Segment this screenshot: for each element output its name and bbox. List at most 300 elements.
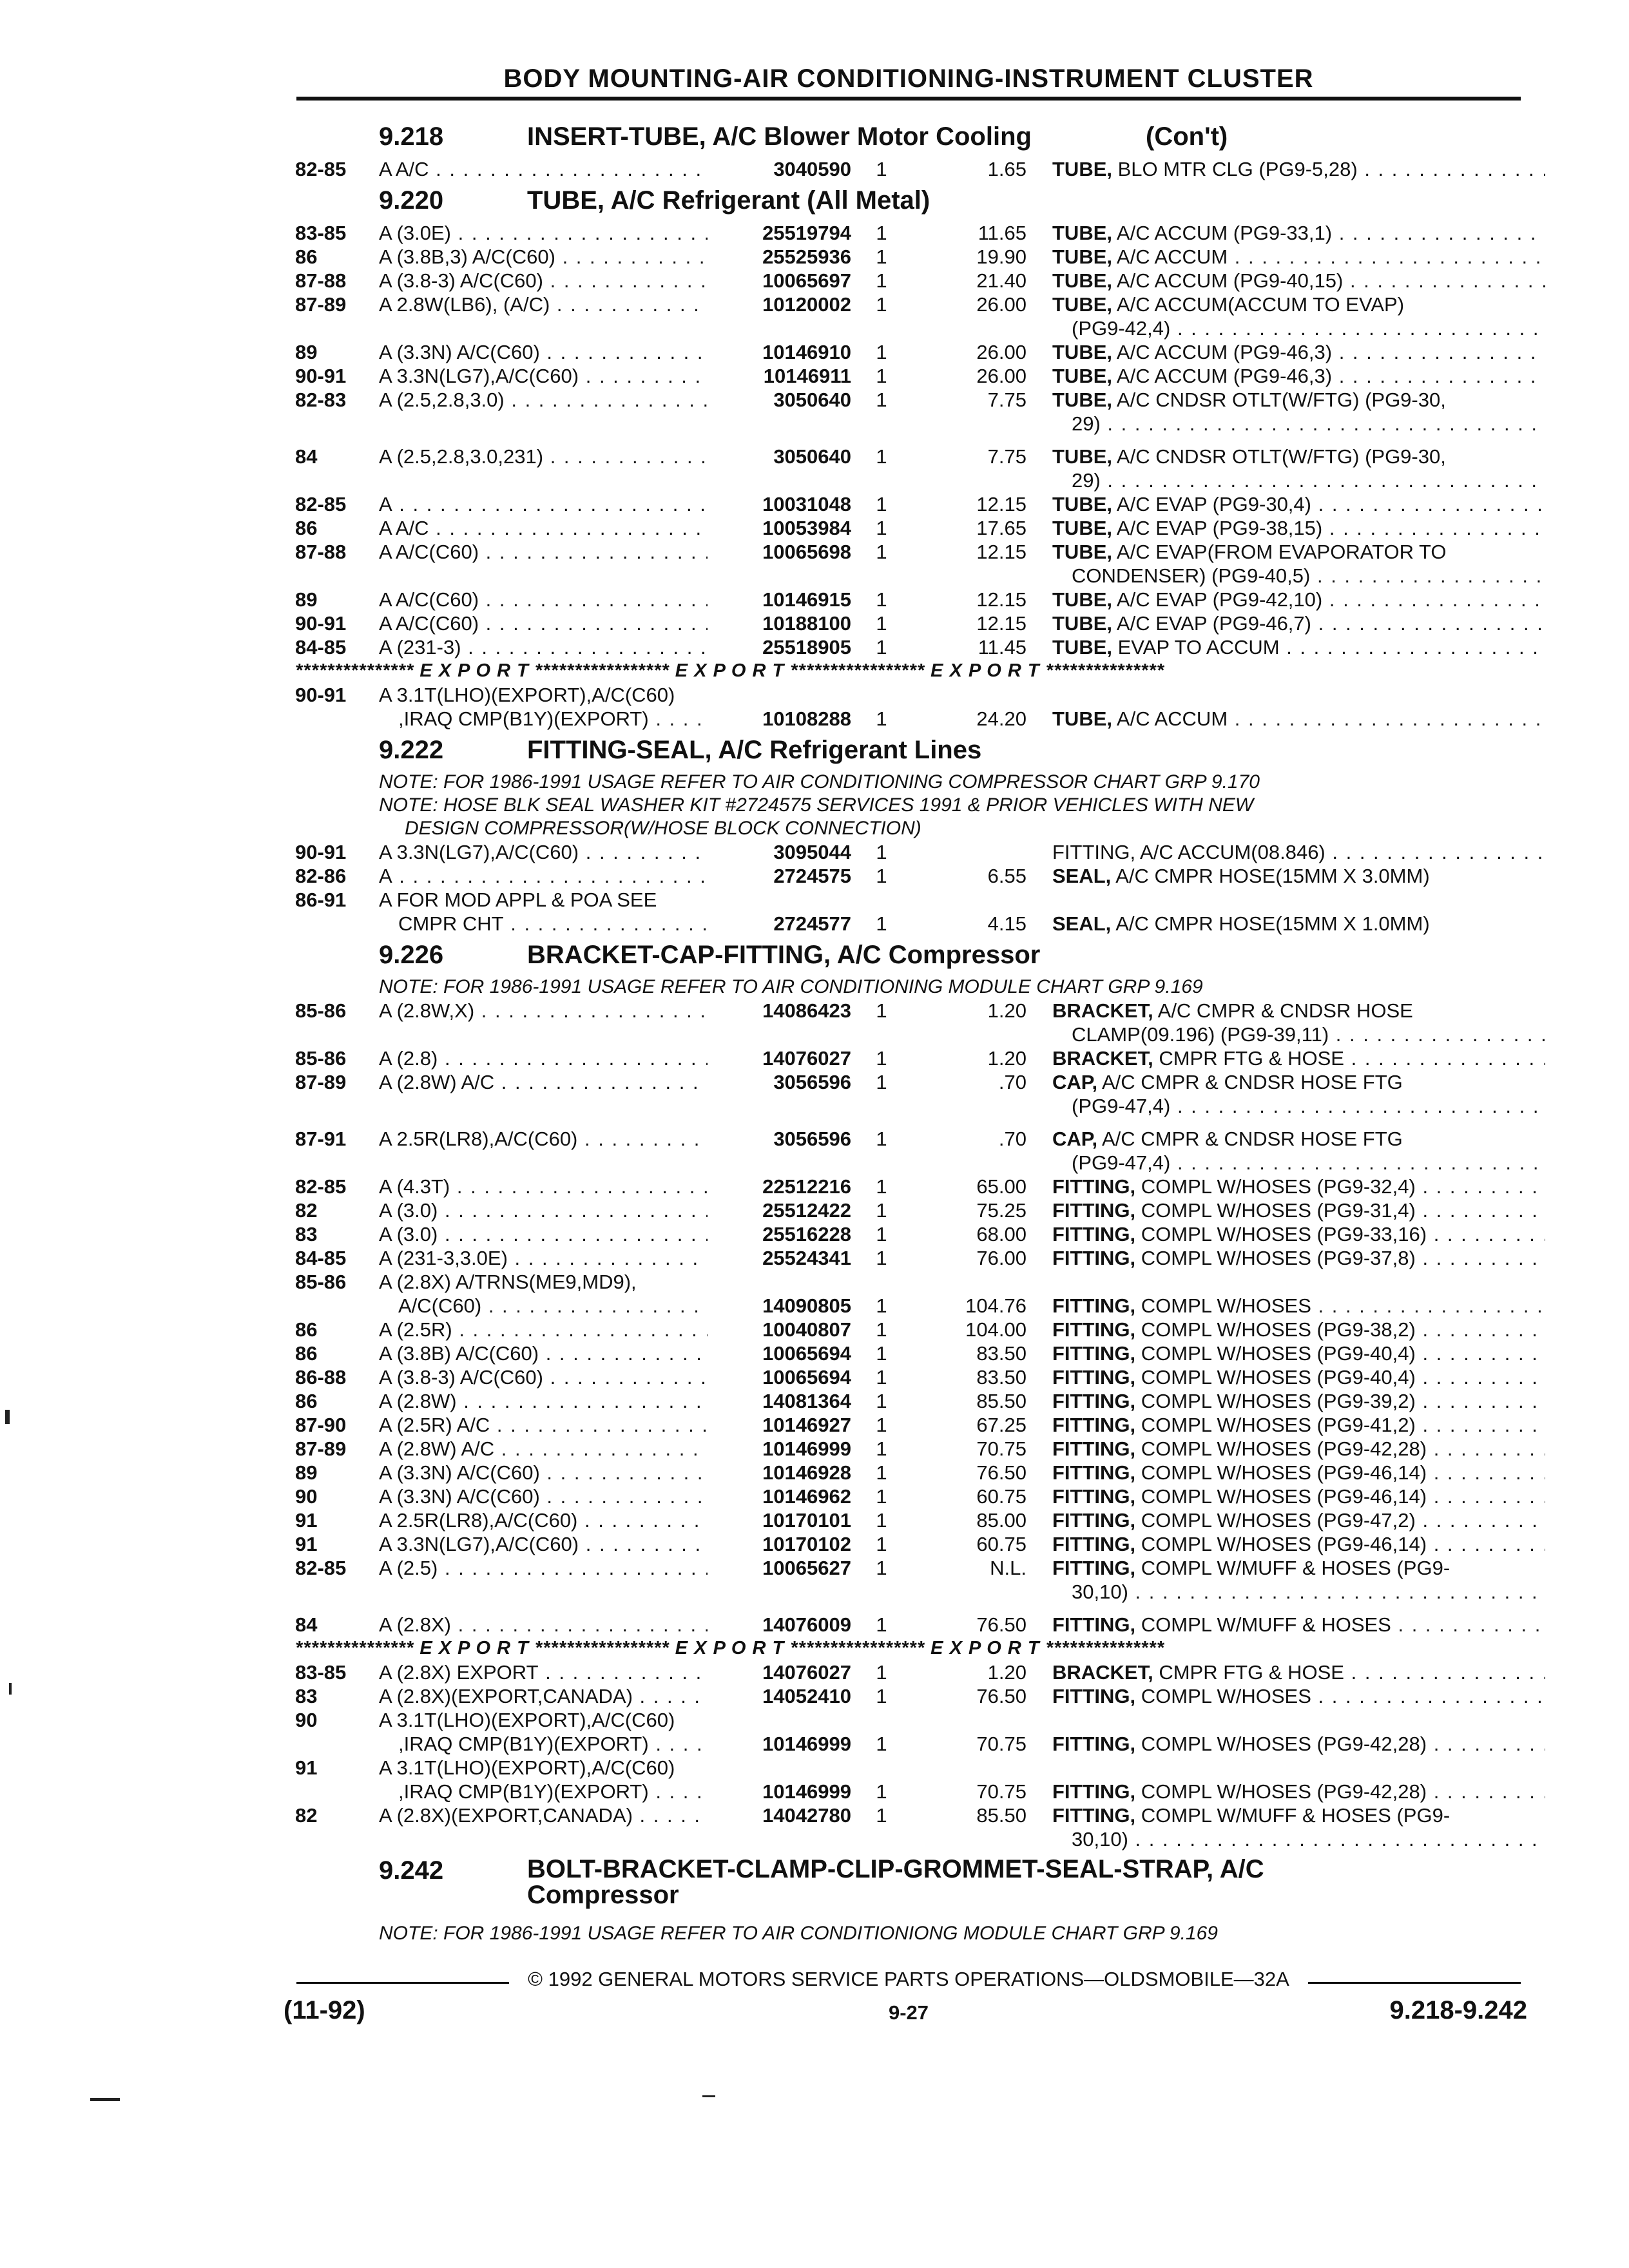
model-years: 82-85 bbox=[295, 158, 347, 180]
part-row-continuation bbox=[295, 468, 1552, 492]
model-years: 86-91 bbox=[295, 889, 347, 911]
list-price: 12.15 bbox=[976, 493, 1027, 515]
part-row bbox=[295, 588, 1552, 611]
part-number: 14086423 bbox=[708, 999, 851, 1023]
model-years: 91 bbox=[295, 1756, 318, 1779]
part-row bbox=[295, 1437, 1552, 1461]
part-name-detail: EVAP TO ACCUM bbox=[1112, 636, 1280, 658]
part-name-noun: TUBE, bbox=[1052, 269, 1112, 292]
part-name-noun: FITTING, bbox=[1052, 1294, 1136, 1317]
model-years: 87-90 bbox=[295, 1414, 347, 1436]
part-row bbox=[295, 1613, 1552, 1637]
model-years: 84 bbox=[295, 445, 318, 468]
list-price: 26.00 bbox=[976, 341, 1027, 363]
list-price: 1.20 bbox=[987, 999, 1027, 1022]
part-name bbox=[1052, 1684, 1545, 1708]
part-row bbox=[295, 1660, 1552, 1684]
part-name bbox=[1052, 1660, 1545, 1684]
footer-rule-left bbox=[296, 1982, 509, 1984]
part-number: 10053984 bbox=[708, 516, 851, 540]
part-number: 10146999 bbox=[708, 1437, 851, 1461]
model-years: 90 bbox=[295, 1485, 318, 1508]
part-number: 10065627 bbox=[708, 1556, 851, 1580]
row-spacer bbox=[295, 436, 1552, 445]
quantity: 1 bbox=[876, 707, 887, 730]
section-number: 9.218 bbox=[379, 122, 444, 151]
part-number: 2724577 bbox=[708, 912, 851, 936]
part-name-detail: COMPL W/HOSES (PG9-32,4) bbox=[1135, 1175, 1416, 1198]
part-row bbox=[295, 1461, 1552, 1485]
part-row bbox=[295, 340, 1552, 364]
part-name-detail: COMPL W/HOSES (PG9-31,4) bbox=[1135, 1199, 1416, 1222]
part-name bbox=[1052, 221, 1545, 245]
quantity: 1 bbox=[876, 245, 887, 268]
quantity: 1 bbox=[876, 999, 887, 1022]
application-description: A (2.5,2.8,3.0) . . . bbox=[379, 388, 717, 412]
part-name-detail: A/C ACCUM (PG9-33,1) bbox=[1112, 222, 1333, 244]
part-name bbox=[1052, 364, 1545, 388]
part-number: 14076027 bbox=[708, 1660, 851, 1684]
part-name bbox=[1052, 999, 1545, 1023]
application-description: A 2.5R(LR8),A/C(C60) . . . bbox=[379, 1508, 717, 1532]
model-years: 82-86 bbox=[295, 865, 347, 887]
application-description: A (2.8X) A/TRNS(ME9,MD9), bbox=[379, 1271, 637, 1293]
quantity: 1 bbox=[876, 1223, 887, 1245]
list-price: 76.50 bbox=[976, 1461, 1027, 1484]
model-years: 90-91 bbox=[295, 684, 347, 706]
quantity: 1 bbox=[876, 1128, 887, 1150]
list-price: 104.76 bbox=[965, 1294, 1027, 1317]
application-description: A (2.8X) . . . bbox=[379, 1613, 717, 1637]
part-name-detail: A/C CMPR & CNDSR HOSE bbox=[1153, 999, 1413, 1022]
part-number: 25518905 bbox=[708, 635, 851, 659]
application-description: A (2.8W) A/C . . . bbox=[379, 1070, 717, 1094]
part-name-detail: A/C ACCUM (PG9-46,3) bbox=[1112, 341, 1333, 363]
application-description: A 3.3N(LG7),A/C(C60) . . . bbox=[379, 840, 717, 864]
part-name bbox=[1052, 1780, 1545, 1803]
application-description: A FOR MOD APPL & POA SEE bbox=[379, 889, 657, 911]
part-name bbox=[1052, 840, 1545, 864]
part-number: 3056596 bbox=[708, 1070, 851, 1094]
part-name-noun: CAP, bbox=[1052, 1128, 1098, 1150]
list-price: 11.65 bbox=[978, 222, 1027, 244]
model-years: 85-86 bbox=[295, 1271, 347, 1293]
part-number: 10170102 bbox=[708, 1532, 851, 1556]
part-number: 10146999 bbox=[708, 1732, 851, 1756]
list-price: 85.50 bbox=[976, 1390, 1027, 1412]
application-description: A A/C . . . bbox=[379, 157, 717, 181]
application-description: A 3.3N(LG7),A/C(C60) . . . bbox=[379, 364, 717, 388]
part-row bbox=[295, 1222, 1552, 1246]
application-description: A (2.5R) A/C . . . bbox=[379, 1413, 717, 1437]
list-price: N.L. bbox=[990, 1557, 1027, 1579]
part-row bbox=[295, 840, 1552, 864]
part-row bbox=[295, 1708, 1552, 1732]
quantity: 1 bbox=[876, 1175, 887, 1198]
part-number: 25516228 bbox=[708, 1222, 851, 1246]
part-row-continuation bbox=[295, 1827, 1552, 1851]
part-name-detail: COMPL W/HOSES (PG9-46,14) bbox=[1135, 1533, 1427, 1555]
part-name bbox=[1052, 864, 1545, 888]
part-name-noun: TUBE, bbox=[1052, 341, 1112, 363]
part-number: 10170101 bbox=[708, 1508, 851, 1532]
list-price: 19.90 bbox=[976, 245, 1027, 268]
application-description: A . . . bbox=[379, 864, 717, 888]
part-name-noun: BRACKET, bbox=[1052, 1661, 1153, 1684]
quantity: 1 bbox=[876, 1557, 887, 1579]
model-years: 83 bbox=[295, 1685, 318, 1707]
part-name bbox=[1052, 1294, 1545, 1318]
model-years: 83-85 bbox=[295, 1661, 347, 1684]
model-years: 87-89 bbox=[295, 293, 347, 316]
part-name-detail: A/C ACCUM bbox=[1112, 245, 1228, 268]
model-years: 87-88 bbox=[295, 269, 347, 292]
quantity: 1 bbox=[876, 1485, 887, 1508]
scan-speck bbox=[702, 2095, 715, 2097]
part-name-noun: FITTING, bbox=[1052, 1247, 1136, 1269]
part-name-detail: CMPR FTG & HOSE bbox=[1153, 1661, 1344, 1684]
part-name-noun: FITTING, bbox=[1052, 1390, 1136, 1412]
quantity: 1 bbox=[876, 1804, 887, 1827]
part-name-detail: COMPL W/MUFF & HOSES (PG9- bbox=[1135, 1804, 1451, 1827]
application-description: A (2.5) . . . bbox=[379, 1556, 717, 1580]
part-number: 14052410 bbox=[708, 1684, 851, 1708]
section-note: NOTE: HOSE BLK SEAL WASHER KIT #2724575 SERVICES 1991 & PRIOR VEHICLES WITH NEW bbox=[379, 794, 1254, 816]
footer-rule-right bbox=[1308, 1982, 1521, 1984]
part-number: 10108288 bbox=[708, 707, 851, 731]
list-price: 70.75 bbox=[976, 1780, 1027, 1803]
part-row bbox=[295, 912, 1552, 936]
quantity: 1 bbox=[876, 493, 887, 515]
list-price: 85.00 bbox=[976, 1509, 1027, 1532]
quantity: 1 bbox=[876, 1199, 887, 1222]
part-name-noun: FITTING, bbox=[1052, 1342, 1136, 1365]
part-number: 14042780 bbox=[708, 1803, 851, 1827]
part-name bbox=[1052, 1246, 1545, 1270]
part-name bbox=[1052, 588, 1545, 611]
list-price: 7.75 bbox=[987, 389, 1027, 411]
quantity: 1 bbox=[876, 1366, 887, 1389]
part-name-noun: TUBE, bbox=[1052, 158, 1112, 180]
quantity: 1 bbox=[876, 1533, 887, 1555]
model-years: 86 bbox=[295, 1342, 318, 1365]
application-description: A 3.3N(LG7),A/C(C60) . . . bbox=[379, 1532, 717, 1556]
model-years: 86 bbox=[295, 1390, 318, 1412]
model-years: 82 bbox=[295, 1199, 318, 1222]
application-description: A (2.8W) . . . bbox=[379, 1389, 717, 1413]
part-name-noun: FITTING, bbox=[1052, 1461, 1136, 1484]
application-description: A (2.8X)(EXPORT,CANADA) . . . bbox=[379, 1684, 717, 1708]
part-name-detail: A/C ACCUM (PG9-46,3) bbox=[1112, 365, 1333, 387]
application-description: A (3.3N) A/C(C60) . . . bbox=[379, 340, 717, 364]
model-years: 86 bbox=[295, 245, 318, 268]
part-name-continuation: 29) . . . bbox=[1052, 468, 1545, 492]
application-description: A 2.8W(LB6), (A/C) . . . bbox=[379, 293, 717, 316]
list-price: 60.75 bbox=[976, 1533, 1027, 1555]
part-number: 2724575 bbox=[708, 864, 851, 888]
model-years: 85-86 bbox=[295, 999, 347, 1022]
quantity: 1 bbox=[876, 293, 887, 316]
part-name bbox=[1052, 269, 1545, 293]
section-title-text: FITTING-SEAL, A/C Refrigerant Lines bbox=[527, 736, 982, 764]
list-price: 70.75 bbox=[976, 1733, 1027, 1755]
part-name-detail: COMPL W/HOSES (PG9-42,28) bbox=[1135, 1733, 1427, 1755]
application-description: A A/C(C60) . . . bbox=[379, 611, 717, 635]
part-row bbox=[295, 445, 1552, 468]
section-title-text: BRACKET-CAP-FITTING, A/C Compressor bbox=[527, 941, 1041, 969]
part-row-continuation bbox=[295, 316, 1552, 340]
part-name-detail: A/C CMPR & CNDSR HOSE FTG bbox=[1097, 1128, 1403, 1150]
footer-copyright: © 1992 GENERAL MOTORS SERVICE PARTS OPERATIONS—OLDSMOBILE—32A bbox=[528, 1968, 1289, 1990]
footer-page-number: 9-27 bbox=[888, 2001, 929, 2024]
part-row-continuation bbox=[295, 412, 1552, 436]
list-price: 83.50 bbox=[976, 1342, 1027, 1365]
part-number: 14081364 bbox=[708, 1389, 851, 1413]
part-name-detail: COMPL W/HOSES (PG9-33,16) bbox=[1135, 1223, 1427, 1245]
part-name-noun: TUBE, bbox=[1052, 541, 1112, 563]
part-name-detail: COMPL W/HOSES (PG9-40,4) bbox=[1135, 1366, 1416, 1389]
part-name-continuation: CONDENSER) (PG9-40,5) . . . bbox=[1052, 564, 1545, 588]
part-name-noun: FITTING, bbox=[1052, 1804, 1136, 1827]
part-name bbox=[1052, 707, 1545, 731]
part-name-detail: A/C CMPR & CNDSR HOSE FTG bbox=[1097, 1071, 1403, 1093]
part-row bbox=[295, 293, 1552, 316]
section-note: NOTE: FOR 1986-1991 USAGE REFER TO AIR CONDITIONING MODULE CHART GRP 9.169 bbox=[379, 976, 1203, 997]
part-name bbox=[1052, 1803, 1545, 1827]
list-price: 67.25 bbox=[976, 1414, 1027, 1436]
part-name-detail: COMPL W/HOSES (PG9-46,14) bbox=[1135, 1461, 1427, 1484]
part-name-detail: CMPR FTG & HOSE bbox=[1153, 1047, 1344, 1070]
quantity: 1 bbox=[876, 1509, 887, 1532]
part-row-continuation bbox=[295, 1580, 1552, 1604]
part-name bbox=[1052, 340, 1545, 364]
list-price: .70 bbox=[998, 1071, 1027, 1093]
part-name bbox=[1052, 1127, 1545, 1151]
part-number: 10040807 bbox=[708, 1318, 851, 1341]
model-years: 83 bbox=[295, 1223, 318, 1245]
model-years: 87-89 bbox=[295, 1437, 347, 1460]
model-years: 84-85 bbox=[295, 636, 347, 658]
quantity: 1 bbox=[876, 269, 887, 292]
list-price: 1.65 bbox=[987, 158, 1027, 180]
quantity: 1 bbox=[876, 636, 887, 658]
part-name-detail: A/C ACCUM(ACCUM TO EVAP) bbox=[1112, 293, 1405, 316]
part-row bbox=[295, 1389, 1552, 1413]
section-note: NOTE: FOR 1986-1991 USAGE REFER TO AIR CONDITIONIONG MODULE CHART GRP 9.169 bbox=[379, 1923, 1218, 1944]
quantity: 1 bbox=[876, 389, 887, 411]
quantity: 1 bbox=[876, 1247, 887, 1269]
part-row bbox=[295, 1756, 1552, 1780]
section-heading bbox=[295, 1851, 1552, 1922]
part-name-noun: TUBE, bbox=[1052, 707, 1112, 730]
model-years: 84-85 bbox=[295, 1247, 347, 1269]
section-title bbox=[527, 941, 1040, 970]
application-description: A (2.5R) . . . bbox=[379, 1318, 717, 1341]
list-price: 11.45 bbox=[978, 636, 1027, 658]
application-description: A/C(C60) . . . bbox=[379, 1294, 717, 1318]
quantity: 1 bbox=[876, 517, 887, 539]
part-row bbox=[295, 516, 1552, 540]
part-name-noun: SEAL, bbox=[1052, 865, 1112, 887]
list-price: 85.50 bbox=[976, 1804, 1027, 1827]
application-description: ,IRAQ CMP(B1Y)(EXPORT) . . . bbox=[379, 1780, 717, 1803]
part-row bbox=[295, 1556, 1552, 1580]
part-name-noun: FITTING, bbox=[1052, 1509, 1136, 1532]
part-row bbox=[295, 683, 1552, 707]
part-name-noun: FITTING, bbox=[1052, 1366, 1136, 1389]
model-years: 89 bbox=[295, 1461, 318, 1484]
part-name-noun: FITTING, bbox=[1052, 1414, 1136, 1436]
part-name-noun: TUBE, bbox=[1052, 636, 1112, 658]
application-description: A (2.8) . . . bbox=[379, 1046, 717, 1070]
part-row bbox=[295, 888, 1552, 912]
part-number: 14076027 bbox=[708, 1046, 851, 1070]
part-number: 3050640 bbox=[708, 445, 851, 468]
quantity: 1 bbox=[876, 541, 887, 563]
quantity: 1 bbox=[876, 912, 887, 935]
scan-speck bbox=[9, 1683, 12, 1695]
quantity: 1 bbox=[876, 1437, 887, 1460]
model-years: 89 bbox=[295, 588, 318, 611]
part-name bbox=[1052, 1732, 1545, 1756]
part-row bbox=[295, 999, 1552, 1023]
part-number: 3095044 bbox=[708, 840, 851, 864]
part-name-detail: A/C EVAP(FROM EVAPORATOR TO bbox=[1112, 541, 1447, 563]
part-name-detail: A/C EVAP (PG9-38,15) bbox=[1112, 517, 1323, 539]
part-number: 10146927 bbox=[708, 1413, 851, 1437]
application-description: ,IRAQ CMP(B1Y)(EXPORT) . . . bbox=[379, 707, 717, 731]
quantity: 1 bbox=[876, 1342, 887, 1365]
application-description: A A/C(C60) . . . bbox=[379, 540, 717, 564]
list-price: 7.75 bbox=[987, 445, 1027, 468]
part-name-noun: FITTING, bbox=[1052, 1175, 1136, 1198]
application-description: A (3.3N) A/C(C60) . . . bbox=[379, 1461, 717, 1485]
scan-speck bbox=[90, 2098, 120, 2101]
part-row bbox=[295, 1246, 1552, 1270]
application-description: A (2.8X) EXPORT . . . bbox=[379, 1660, 717, 1684]
row-spacer bbox=[295, 1118, 1552, 1127]
model-years: 86-88 bbox=[295, 1366, 347, 1389]
part-name bbox=[1052, 1046, 1545, 1070]
list-price: 1.20 bbox=[987, 1661, 1027, 1684]
model-years: 86 bbox=[295, 517, 318, 539]
running-head: BODY MOUNTING-AIR CONDITIONING-INSTRUMENT CLUSTER bbox=[503, 64, 1314, 93]
part-name bbox=[1052, 245, 1545, 269]
part-name bbox=[1052, 157, 1545, 181]
part-name bbox=[1052, 1198, 1545, 1222]
part-name-detail: FITTING, A/C ACCUM(08.846) bbox=[1052, 841, 1325, 863]
quantity: 1 bbox=[876, 1461, 887, 1484]
quantity: 1 bbox=[876, 1318, 887, 1341]
quantity: 1 bbox=[876, 588, 887, 611]
part-name-detail: A/C CMPR HOSE(15MM X 3.0MM) bbox=[1111, 865, 1430, 887]
part-name-detail: COMPL W/HOSES bbox=[1135, 1685, 1311, 1707]
list-price: 12.15 bbox=[976, 612, 1027, 635]
part-number: 10146962 bbox=[708, 1485, 851, 1508]
part-number: 10065698 bbox=[708, 540, 851, 564]
part-row bbox=[295, 1198, 1552, 1222]
part-name-noun: FITTING, bbox=[1052, 1613, 1136, 1636]
part-row bbox=[295, 635, 1552, 659]
model-years: 91 bbox=[295, 1533, 318, 1555]
quantity: 1 bbox=[876, 1613, 887, 1636]
list-price: .70 bbox=[998, 1128, 1027, 1150]
section-title-text: BOLT-BRACKET-CLAMP-CLIP-GROMMET-SEAL-STRAP, A/C bbox=[527, 1855, 1264, 1883]
list-price: 76.50 bbox=[976, 1613, 1027, 1636]
part-name bbox=[1052, 492, 1545, 516]
part-name-detail: COMPL W/HOSES bbox=[1135, 1294, 1311, 1317]
application-description: A (3.8B) A/C(C60) . . . bbox=[379, 1341, 717, 1365]
export-divider: *************** E X P O R T ***************** E X P O R T ***************** E X P O R T *************** bbox=[295, 660, 1164, 681]
part-row bbox=[295, 157, 1552, 181]
application-description: A . . . bbox=[379, 492, 717, 516]
part-number: 10065697 bbox=[708, 269, 851, 293]
part-name bbox=[1052, 1508, 1545, 1532]
part-number: 3050640 bbox=[708, 388, 851, 412]
part-name-noun: FITTING, bbox=[1052, 1485, 1136, 1508]
model-years: 87-89 bbox=[295, 1071, 347, 1093]
part-row bbox=[295, 1684, 1552, 1708]
quantity: 1 bbox=[876, 1661, 887, 1684]
model-years: 82-85 bbox=[295, 493, 347, 515]
list-price: 1.20 bbox=[987, 1047, 1027, 1070]
application-description: A (3.8-3) A/C(C60) . . . bbox=[379, 1365, 717, 1389]
list-price: 26.00 bbox=[976, 293, 1027, 316]
quantity: 1 bbox=[876, 1047, 887, 1070]
section-number: 9.220 bbox=[379, 186, 444, 215]
part-name-noun: TUBE, bbox=[1052, 245, 1112, 268]
section-number: 9.242 bbox=[379, 1856, 444, 1885]
application-description: A (3.0) . . . bbox=[379, 1222, 717, 1246]
part-row bbox=[295, 1803, 1552, 1827]
model-years: 89 bbox=[295, 341, 318, 363]
section-heading bbox=[295, 117, 1552, 157]
list-price: 70.75 bbox=[976, 1437, 1027, 1460]
quantity: 1 bbox=[876, 1071, 887, 1093]
application-description: A 3.1T(LHO)(EXPORT),A/C(C60) bbox=[379, 684, 675, 706]
part-name bbox=[1052, 1222, 1545, 1246]
model-years: 82 bbox=[295, 1804, 318, 1827]
quantity: 1 bbox=[876, 365, 887, 387]
part-number: 22512216 bbox=[708, 1175, 851, 1198]
part-row bbox=[295, 221, 1552, 245]
part-row bbox=[295, 1508, 1552, 1532]
part-row bbox=[295, 1413, 1552, 1437]
part-number: 14090805 bbox=[708, 1294, 851, 1318]
part-name-detail: COMPL W/HOSES (PG9-41,2) bbox=[1135, 1414, 1416, 1436]
section-title-text: INSERT-TUBE, A/C Blower Motor Cooling bbox=[527, 122, 1032, 151]
part-name-detail: A/C EVAP (PG9-30,4) bbox=[1112, 493, 1311, 515]
list-price: 65.00 bbox=[976, 1175, 1027, 1198]
part-name-noun: TUBE, bbox=[1052, 612, 1112, 635]
part-row bbox=[295, 1318, 1552, 1341]
part-name bbox=[1052, 1613, 1545, 1637]
part-name-continuation: 29) . . . bbox=[1052, 412, 1545, 436]
part-name-continuation: CLAMP(09.196) (PG9-39,11) . . . bbox=[1052, 1023, 1545, 1046]
application-description: A (231-3,3.0E) . . . bbox=[379, 1246, 717, 1270]
model-years: 90 bbox=[295, 1709, 318, 1731]
part-row bbox=[295, 1341, 1552, 1365]
list-price: 17.65 bbox=[976, 517, 1027, 539]
quantity: 1 bbox=[876, 1390, 887, 1412]
part-name bbox=[1052, 611, 1545, 635]
part-name-noun: SEAL, bbox=[1052, 912, 1112, 935]
part-name-noun: FITTING, bbox=[1052, 1557, 1136, 1579]
part-name bbox=[1052, 912, 1545, 936]
part-name-noun: BRACKET, bbox=[1052, 1047, 1153, 1070]
model-years: 90-91 bbox=[295, 841, 347, 863]
part-name bbox=[1052, 1485, 1545, 1508]
